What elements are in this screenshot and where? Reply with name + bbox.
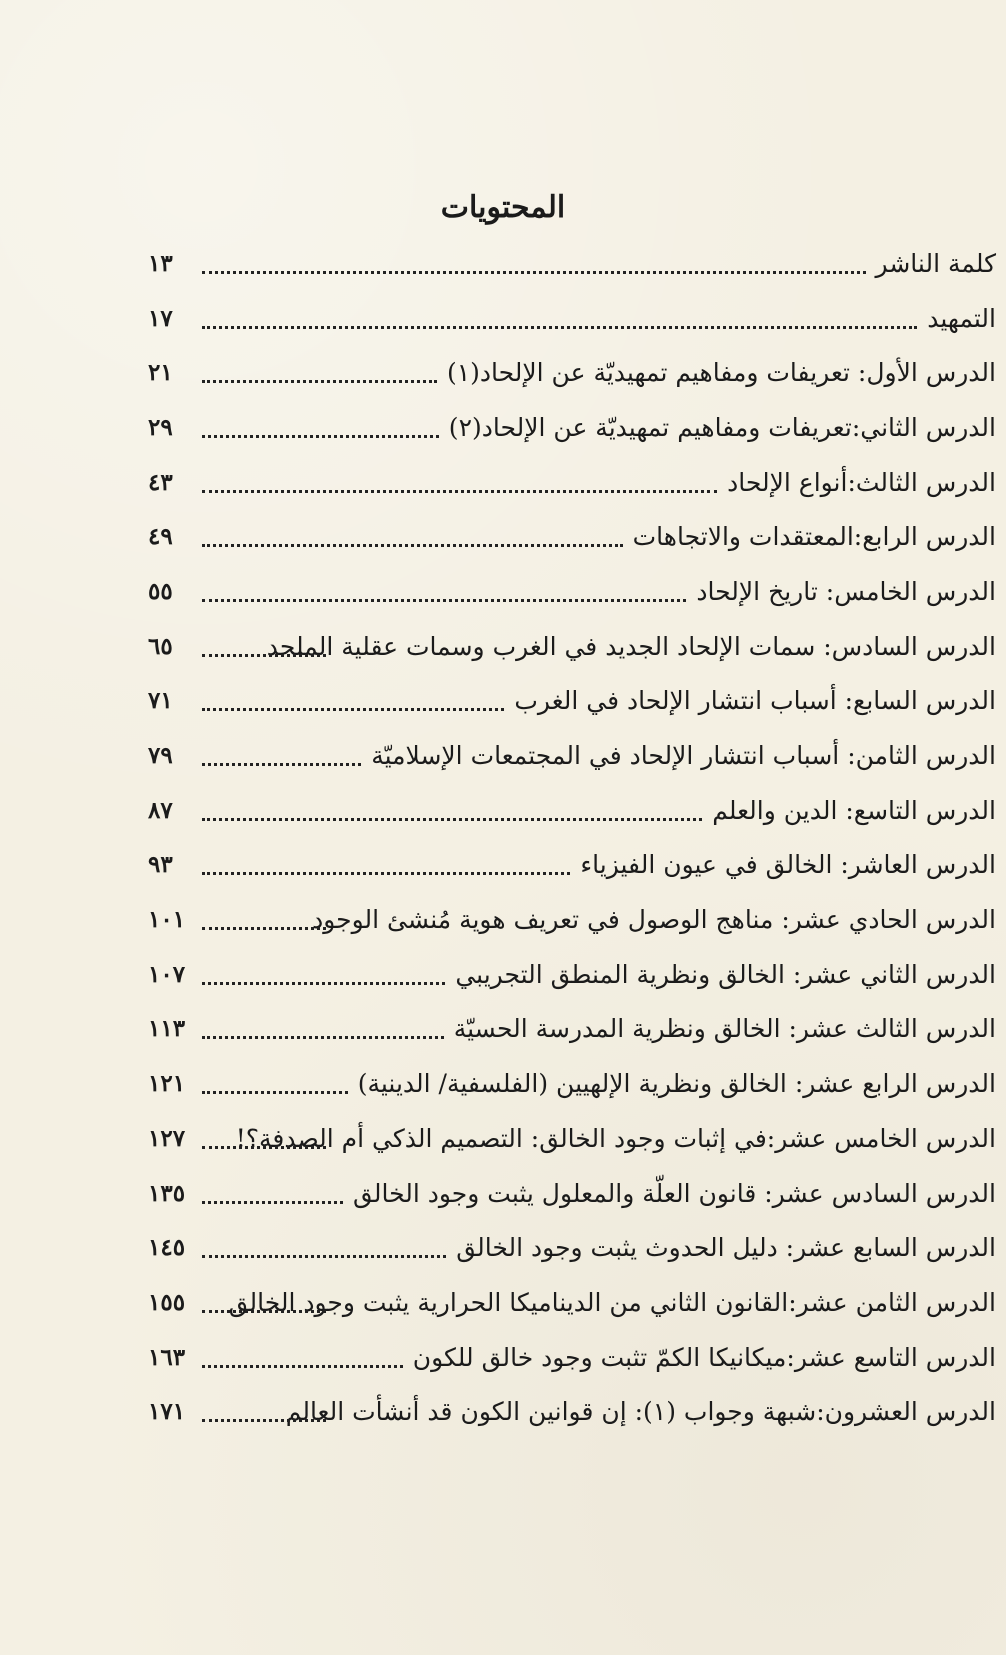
toc-entry-label: الدرس الثاني:تعريفات ومفاهيم تمهيديّة عن الإلحاد(٢)	[448, 412, 996, 442]
toc-page-number: ٦٥	[148, 632, 173, 660]
toc-page-number: ٢١	[148, 359, 173, 387]
toc-entry-label: الدرس الحادي عشر: مناهج الوصول في تعريف هوية مُنشئ الوجود	[312, 905, 996, 935]
toc-page-number: ٢٩	[148, 413, 173, 441]
toc-page-number: ٧١	[148, 687, 173, 715]
toc-entry-label: كلمة الناشر	[875, 248, 996, 278]
toc-entry	[148, 1220, 996, 1275]
toc-page-number: ١٤٥	[148, 1234, 186, 1262]
dot-leader	[202, 1310, 326, 1313]
toc-page-number: ٤٩	[148, 523, 173, 551]
toc-entry-label: الدرس الخامس: تاريخ الإلحاد	[696, 576, 996, 606]
toc-page-number: ١١٣	[148, 1015, 186, 1043]
toc-page-number: ١٧	[148, 304, 173, 332]
table-of-contents-title: المحتويات	[440, 190, 566, 225]
toc-page-number: ١٣	[148, 249, 173, 277]
toc-entry	[148, 728, 996, 783]
dot-leader	[202, 1419, 326, 1422]
toc-page-number: ١٦٣	[148, 1343, 186, 1371]
toc-entry	[148, 291, 996, 346]
toc-page-number: ١٠٧	[148, 960, 186, 988]
toc-page-number: ١٥٥	[148, 1288, 186, 1316]
toc-entry-label: الدرس الرابع عشر: الخالق ونظرية الإلهيين (الفلسفية/ الدينية)	[357, 1069, 996, 1099]
toc-entry-label: الدرس التاسع: الدين والعلم	[712, 795, 996, 825]
toc-entry	[148, 1002, 996, 1057]
dot-leader	[202, 1365, 403, 1368]
toc-entry	[148, 674, 996, 729]
toc-entry-label: الدرس العشرون:شبهة وجواب (١): إن قوانين الكون قد أنشأت العالم	[285, 1397, 996, 1427]
toc-page-number: ٨٧	[148, 796, 173, 824]
toc-page-number: ٤٣	[148, 468, 173, 496]
dot-leader	[202, 326, 917, 329]
toc-page-number: ١٢١	[148, 1070, 186, 1098]
dot-leader	[202, 982, 445, 985]
toc-page-number: ١٢٧	[148, 1124, 186, 1152]
toc-entry	[148, 1275, 996, 1330]
toc-page-number: ١٣٥	[148, 1179, 186, 1207]
toc-page-number: ١٠١	[148, 906, 186, 934]
toc-entry	[148, 1166, 996, 1221]
dot-leader	[202, 599, 686, 602]
toc-page-number: ٩٣	[148, 851, 173, 879]
toc-entry-label: الدرس الثاني عشر: الخالق ونظرية المنطق التجريبي	[455, 959, 996, 989]
toc-entry-label: الدرس التاسع عشر:ميكانيكا الكمّ تثبت وجود خالق للكون	[412, 1342, 996, 1372]
toc-entry	[148, 1056, 996, 1111]
toc-entry	[148, 783, 996, 838]
dot-leader	[202, 380, 437, 383]
toc-entry	[148, 236, 996, 291]
dot-leader	[202, 1091, 348, 1094]
dot-leader	[202, 1146, 326, 1149]
toc-entry-label: الدرس الثالث:أنواع الإلحاد	[727, 467, 996, 497]
toc-entry-label: الدرس الثامن: أسباب انتشار الإلحاد في المجتمعات الإسلاميّة	[371, 741, 996, 771]
toc-page-number: ٧٩	[148, 742, 173, 770]
dot-leader	[202, 1201, 343, 1204]
toc-entry-label: الدرس السابع عشر: دليل الحدوث يثبت وجود الخالق	[456, 1233, 996, 1263]
dot-leader	[202, 872, 570, 875]
dot-leader	[202, 435, 439, 438]
toc-entry-label: الدرس العاشر: الخالق في عيون الفيزياء	[580, 850, 996, 880]
dot-leader	[202, 654, 326, 657]
dot-leader	[202, 708, 504, 711]
toc-entry-label: الدرس الخامس عشر:في إثبات وجود الخالق: التصميم الذكي أم الصدفة؟!	[235, 1123, 996, 1153]
toc-entry	[148, 564, 996, 619]
table-of-contents-list	[148, 236, 996, 1439]
toc-entry-label: الدرس السادس: سمات الإلحاد الجديد في الغرب وسمات عقلية الملحد	[266, 631, 996, 661]
toc-entry-label: الدرس السابع: أسباب انتشار الإلحاد في الغرب	[514, 686, 996, 716]
dot-leader	[202, 544, 623, 547]
toc-entry	[148, 509, 996, 564]
dot-leader	[202, 1036, 444, 1039]
toc-entry	[148, 838, 996, 893]
toc-entry-label: الدرس الثامن عشر:القانون الثاني من الديناميكا الحرارية يثبت وجود الخالق	[228, 1287, 996, 1317]
dot-leader	[202, 1255, 446, 1258]
dot-leader	[202, 271, 866, 274]
dot-leader	[202, 763, 361, 766]
dot-leader	[202, 490, 717, 493]
toc-entry	[148, 892, 996, 947]
toc-page-number: ١٧١	[148, 1398, 186, 1426]
toc-entry	[148, 619, 996, 674]
toc-entry	[148, 1111, 996, 1166]
toc-entry-label: الدرس الرابع:المعتقدات والاتجاهات	[632, 522, 996, 552]
toc-entry	[148, 345, 996, 400]
toc-entry	[148, 400, 996, 455]
toc-page-number: ٥٥	[148, 577, 173, 605]
toc-entry-label: التمهيد	[927, 303, 996, 333]
toc-entry	[148, 1384, 996, 1439]
toc-entry	[148, 1330, 996, 1385]
toc-entry-label: الدرس الثالث عشر: الخالق ونظرية المدرسة الحسيّة	[453, 1014, 996, 1044]
toc-entry-label: الدرس الأول: تعريفات ومفاهيم تمهيديّة عن الإلحاد(١)	[446, 358, 996, 388]
toc-entry	[148, 947, 996, 1002]
dot-leader	[202, 818, 702, 821]
dot-leader	[202, 927, 326, 930]
toc-entry	[148, 455, 996, 510]
toc-entry-label: الدرس السادس عشر: قانون العلّة والمعلول يثبت وجود الخالق	[353, 1178, 996, 1208]
